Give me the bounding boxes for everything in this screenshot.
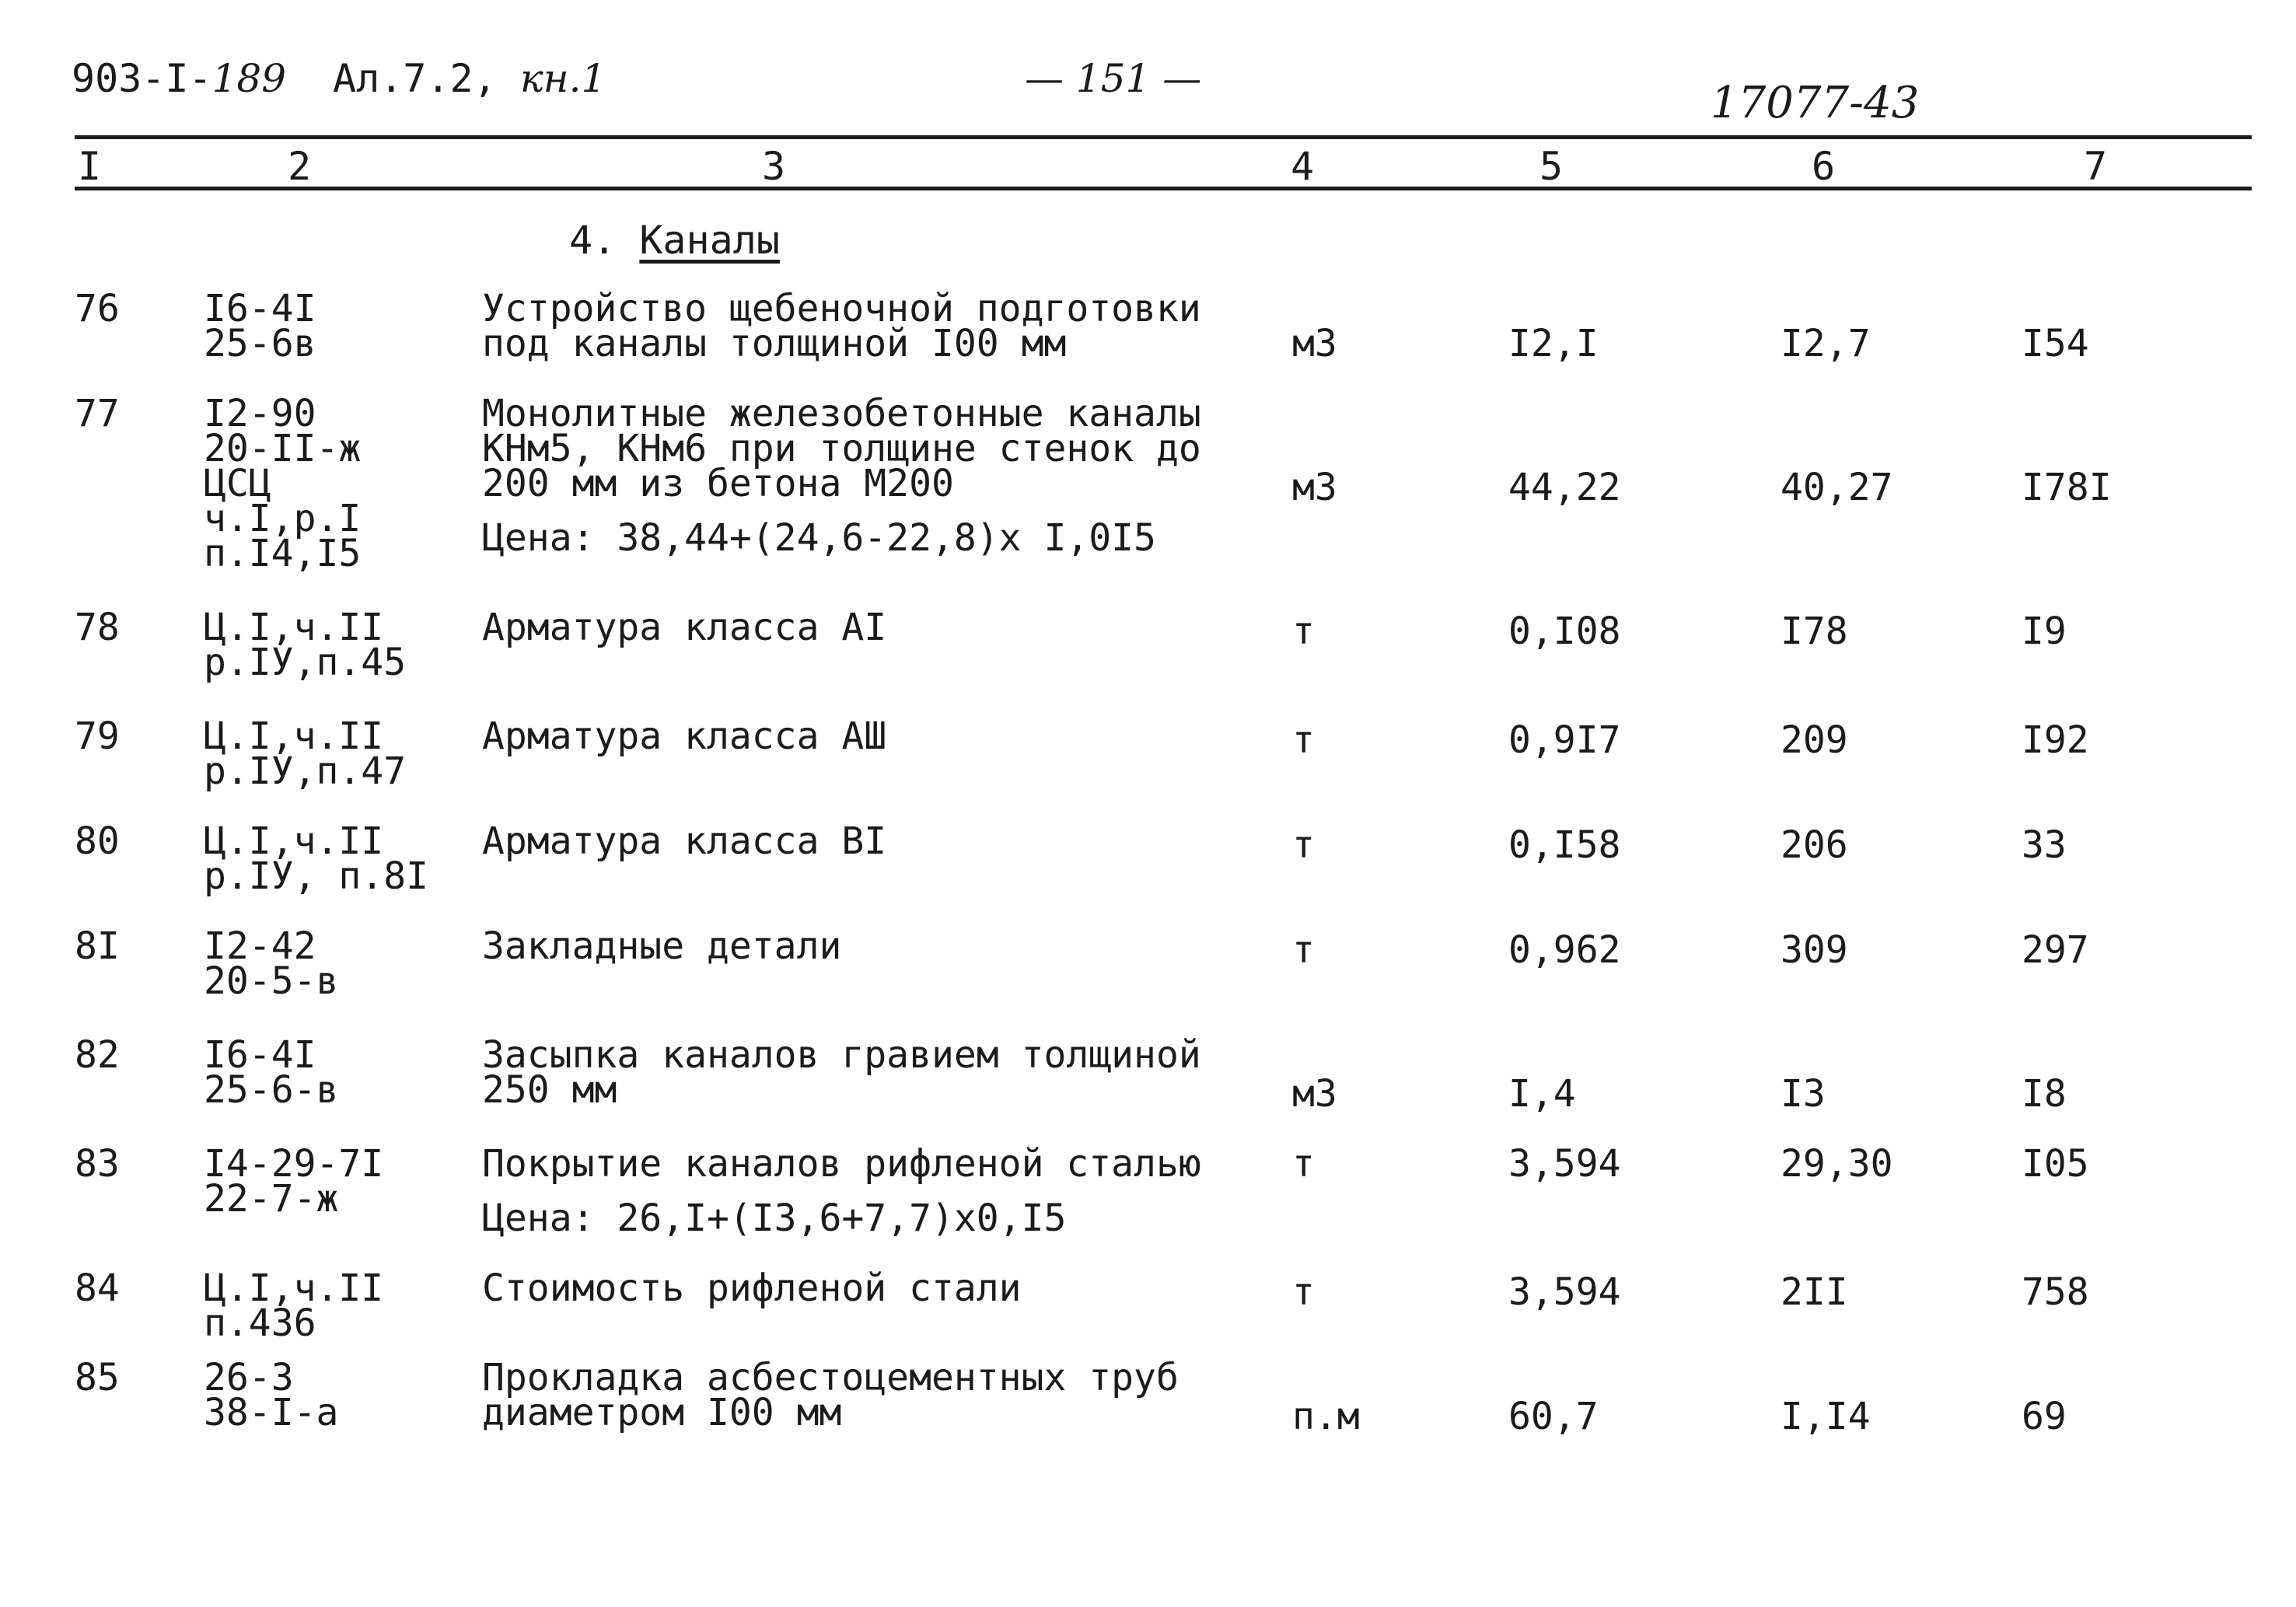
- row-number: 84: [75, 1266, 120, 1310]
- reference-line: 25-6-в: [204, 1068, 339, 1112]
- unit-price: I3: [1781, 1072, 1826, 1116]
- unit-price: 309: [1781, 928, 1848, 972]
- quantity: I2,I: [1508, 322, 1599, 365]
- reference-line: Ц.I,ч.II: [204, 606, 384, 649]
- reference-line: I2-42: [204, 924, 316, 968]
- section-number: 4.: [569, 218, 617, 263]
- reference-line: п.436: [204, 1301, 316, 1345]
- unit-price: I,I4: [1781, 1395, 1871, 1438]
- page-number: — 151 —: [1025, 56, 1202, 101]
- reference-line: 26-3: [204, 1356, 294, 1399]
- description-line: 250 мм: [482, 1068, 617, 1112]
- column-number: 5: [1539, 144, 1564, 189]
- description-line: Прокладка асбестоцементных труб: [482, 1356, 1179, 1399]
- reference-line: 38-I-а: [204, 1391, 339, 1434]
- reference-line: 25-6в: [204, 322, 316, 365]
- unit: п.м: [1292, 1395, 1360, 1438]
- description-line: диаметром I00 мм: [482, 1391, 842, 1434]
- unit-price: 209: [1781, 718, 1848, 762]
- column-number: 7: [2084, 144, 2108, 189]
- reference-line: I6-4I: [204, 287, 316, 330]
- total-cost: 758: [2022, 1270, 2089, 1314]
- total-cost: I05: [2022, 1142, 2089, 1186]
- section-heading: [569, 218, 780, 263]
- reference-line: ч.I,р.I: [204, 497, 362, 540]
- document-number: 17077-43: [1711, 78, 1920, 128]
- total-cost: I78I: [2022, 466, 2112, 509]
- description-line: Устройство щебеночной подготовки: [482, 287, 1201, 330]
- reference-line: 20-5-в: [204, 959, 339, 1003]
- description-line: Арматура класса ВI: [482, 819, 887, 863]
- column-number: 4: [1291, 144, 1315, 189]
- row-number: 8I: [75, 924, 120, 968]
- reference-line: I2-90: [204, 392, 316, 435]
- price-note: Цена: 26,I+(I3,6+7,7)х0,I5: [482, 1197, 1067, 1240]
- row-number: 82: [75, 1033, 120, 1077]
- unit: т: [1292, 1270, 1315, 1314]
- description-line: Покрытие каналов рифленой сталью: [482, 1142, 1201, 1186]
- reference-line: Ц.I,ч.II: [204, 819, 384, 863]
- description-line: Арматура класса АI: [482, 606, 887, 649]
- total-cost: 33: [2022, 823, 2067, 867]
- total-cost: I54: [2022, 322, 2089, 365]
- description-line: Закладные детали: [482, 924, 842, 968]
- unit-price: I2,7: [1781, 322, 1871, 365]
- description-line: КНм5, КНм6 при толщине стенок до: [482, 427, 1201, 470]
- description-line: Монолитные железобетонные каналы: [482, 392, 1201, 435]
- reference-line: ЦСЦ: [204, 462, 271, 505]
- reference-line: I6-4I: [204, 1033, 316, 1077]
- unit-price: 40,27: [1781, 466, 1893, 509]
- reference-line: 20-II-ж: [204, 427, 362, 470]
- reference-line: р.IУ,п.47: [204, 749, 407, 793]
- table-header-rule: [75, 187, 2252, 190]
- unit: т: [1292, 1142, 1315, 1186]
- column-number: 2: [288, 144, 312, 189]
- quantity: 60,7: [1508, 1395, 1599, 1438]
- unit: т: [1292, 928, 1315, 972]
- total-cost: 297: [2022, 928, 2089, 972]
- reference-line: р.IУ,п.45: [204, 641, 407, 684]
- album-label: Ал.7.2,: [333, 56, 497, 101]
- quantity: 0,9I7: [1508, 718, 1621, 762]
- quantity: 3,594: [1508, 1270, 1621, 1314]
- description-line: Стоимость рифленой стали: [482, 1266, 1022, 1310]
- reference-line: р.IУ, п.8I: [204, 854, 428, 898]
- reference-line: п.I4,I5: [204, 532, 362, 575]
- document-code-handwritten: 189: [211, 56, 287, 101]
- total-cost: 69: [2022, 1395, 2067, 1438]
- unit: м3: [1292, 1072, 1337, 1116]
- column-number: I: [78, 144, 102, 189]
- quantity: 3,594: [1508, 1142, 1621, 1186]
- row-number: 77: [75, 392, 120, 435]
- description-line: под каналы толщиной I00 мм: [482, 322, 1067, 365]
- unit-price: I78: [1781, 610, 1848, 653]
- column-number: 3: [762, 144, 786, 189]
- quantity: 0,I08: [1508, 610, 1621, 653]
- unit-price: 29,30: [1781, 1142, 1893, 1186]
- reference-line: Ц.I,ч.II: [204, 714, 384, 758]
- description-line: Засыпка каналов гравием толщиной: [482, 1033, 1201, 1077]
- table-top-rule: [75, 135, 2252, 139]
- column-number: 6: [1812, 144, 1836, 189]
- quantity: 44,22: [1508, 466, 1621, 509]
- total-cost: I9: [2022, 610, 2067, 653]
- document-code: [72, 56, 286, 101]
- section-title: Каналы: [639, 218, 780, 263]
- reference-line: I4-29-7I: [204, 1142, 384, 1186]
- unit: т: [1292, 718, 1315, 762]
- quantity: I,4: [1508, 1072, 1576, 1116]
- description-line: Арматура класса АШ: [482, 714, 887, 758]
- reference-line: Ц.I,ч.II: [204, 1266, 384, 1310]
- total-cost: I8: [2022, 1072, 2067, 1116]
- album-reference: [333, 56, 606, 101]
- quantity: 0,962: [1508, 928, 1621, 972]
- unit: т: [1292, 610, 1315, 653]
- row-number: 76: [75, 287, 120, 330]
- unit: т: [1292, 823, 1315, 867]
- row-number: 78: [75, 606, 120, 649]
- total-cost: I92: [2022, 718, 2089, 762]
- row-number: 85: [75, 1356, 120, 1399]
- unit: м3: [1292, 466, 1337, 509]
- price-note: Цена: 38,44+(24,6-22,8)х I,0I5: [482, 516, 1156, 560]
- unit-price: 206: [1781, 823, 1848, 867]
- description-line: 200 мм из бетона М200: [482, 462, 954, 505]
- row-number: 83: [75, 1142, 120, 1186]
- unit: м3: [1292, 322, 1337, 365]
- unit-price: 2II: [1781, 1270, 1848, 1314]
- row-number: 80: [75, 819, 120, 863]
- row-number: 79: [75, 714, 120, 758]
- reference-line: 22-7-ж: [204, 1177, 339, 1221]
- book-label: кн.1: [519, 56, 606, 101]
- document-code-prefix: 903-I-: [72, 56, 212, 101]
- quantity: 0,I58: [1508, 823, 1621, 867]
